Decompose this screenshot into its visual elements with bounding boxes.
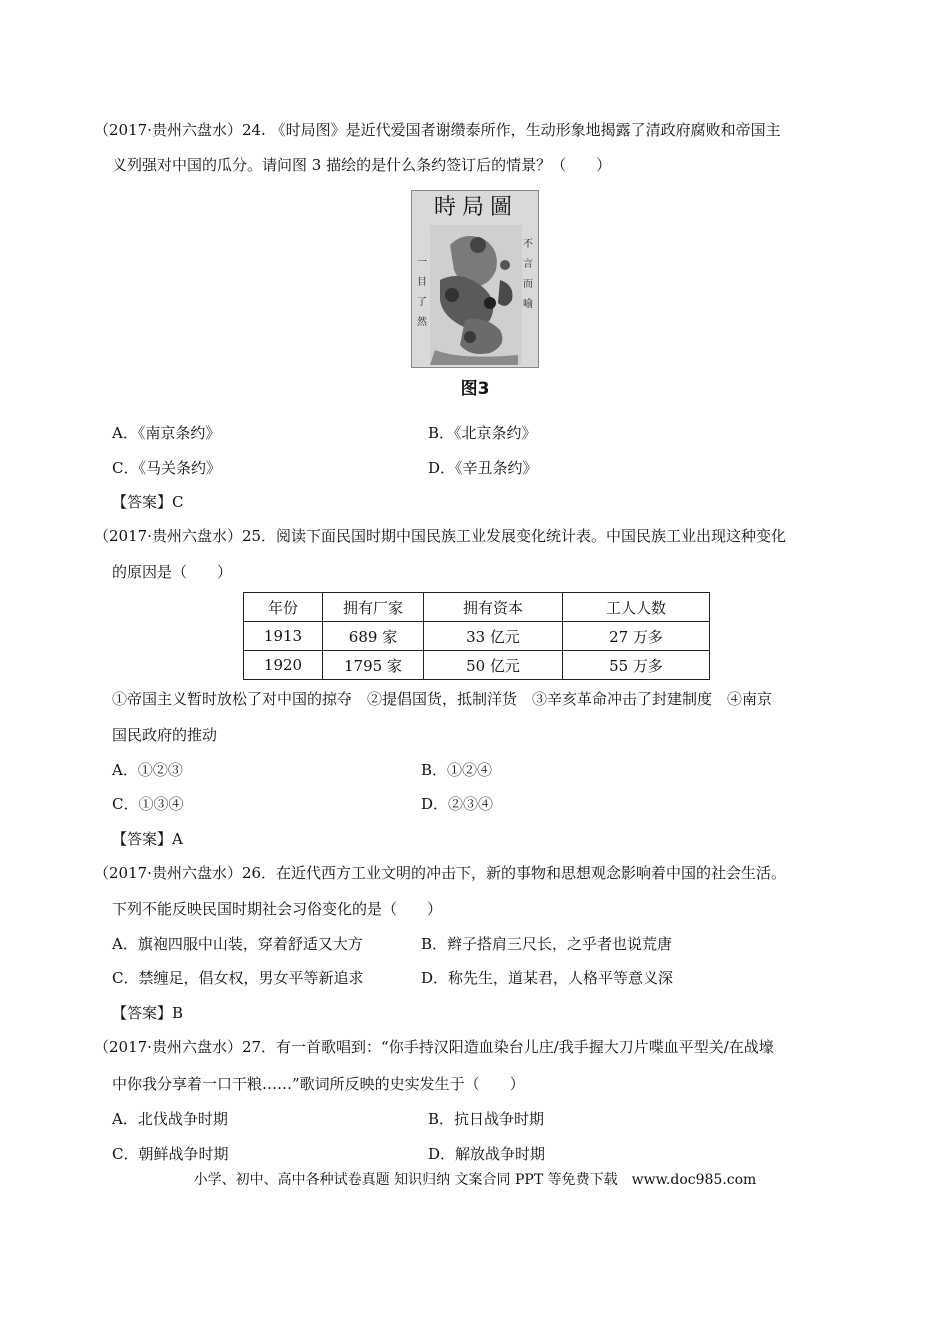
table-cell: 50 亿元	[424, 651, 563, 680]
poster-title: 時局圖	[433, 195, 518, 220]
table-header-row	[244, 593, 710, 622]
q26-option-c[interactable]: C．禁缠足，倡女权，男女平等新追求	[112, 969, 364, 987]
table-header: 工人人数	[563, 593, 710, 622]
table-header: 年份	[244, 593, 323, 622]
poster-left-text: 一 目 了 然	[417, 257, 427, 328]
q26-option-d[interactable]: D．称先生，道某君，人格平等意义深	[421, 969, 674, 987]
q26-text-line2: 下列不能反映民国时期社会习俗变化的是（ ）	[112, 900, 443, 918]
table-cell: 689 家	[323, 622, 424, 651]
figure-caption: 图3	[460, 379, 490, 399]
page-footer: 小学、初中、高中各种试卷真题 知识归纳 文案合同 PPT 等免费下载 www.doc985.com	[193, 1172, 757, 1188]
q24-option-a[interactable]: A．《南京条约》	[112, 424, 221, 442]
q27-option-a[interactable]: A．北伐战争时期	[112, 1110, 228, 1128]
q24-figure	[411, 190, 539, 406]
q27-text-line1: （2017·贵州六盘水）27．有一首歌唱到：“你手持汉阳造血染台儿庄/我手握大刀片喋血平型关/在战壕	[94, 1038, 774, 1056]
q27-option-d[interactable]: D．解放战争时期	[428, 1145, 546, 1163]
q25-answer: 【答案】A	[112, 830, 183, 848]
table-cell: 55 万多	[563, 651, 710, 680]
q27-option-c[interactable]: C．朝鲜战争时期	[112, 1145, 229, 1163]
q27-option-b[interactable]: B．抗日战争时期	[428, 1110, 545, 1128]
q25-text-line1: （2017·贵州六盘水）25．阅读下面民国时期中国民族工业发展变化统计表。中国民族工业出现这种变化	[94, 527, 787, 545]
table-row	[244, 651, 710, 680]
table-cell: 1920	[244, 651, 323, 680]
q24-text-line1: （2017·贵州六盘水）24. 《时局图》是近代爱国者谢缵泰所作，生动形象地揭露了清政府腐败和帝国主	[94, 121, 781, 139]
q24-option-d[interactable]: D．《辛丑条约》	[428, 459, 538, 477]
q24-option-b[interactable]: B．《北京条约》	[428, 424, 537, 442]
table-cell: 33 亿元	[424, 622, 563, 651]
q25-statements-line2: 国民政府的推动	[112, 726, 218, 744]
q24-answer: 【答案】C	[112, 493, 184, 511]
q24-option-c[interactable]: C．《马关条约》	[112, 459, 221, 477]
q25-option-d[interactable]: D．②③④	[421, 795, 494, 813]
q25-option-a[interactable]: A．①②③	[112, 761, 183, 779]
q25-option-c[interactable]: C．①③④	[112, 795, 184, 813]
poster-right-text: 不 言 而 喻	[523, 239, 533, 310]
poster-illustration	[430, 225, 522, 365]
q25-statements-line1: ①帝国主义暂时放松了对中国的掠夺 ②提倡国货，抵制洋货 ③辛亥革命冲击了封建制度 ④南京	[112, 690, 773, 708]
q25-text-line2: 的原因是（ ）	[112, 563, 233, 581]
table-header: 拥有厂家	[323, 593, 424, 622]
q26-text-line1: （2017·贵州六盘水）26．在近代西方工业文明的冲击下，新的事物和思想观念影响着中国的社会生活。	[94, 864, 787, 882]
industry-stats-table	[243, 592, 710, 680]
table-cell: 27 万多	[563, 622, 710, 651]
q25-option-b[interactable]: B．①②④	[421, 761, 493, 779]
table-cell: 1913	[244, 622, 323, 651]
q26-answer: 【答案】B	[112, 1004, 184, 1022]
q26-option-a[interactable]: A．旗袍四服中山装，穿着舒适又大方	[112, 935, 363, 953]
table-row	[244, 622, 710, 651]
table-cell: 1795 家	[323, 651, 424, 680]
table-header: 拥有资本	[424, 593, 563, 622]
q26-option-b[interactable]: B．辫子搭肩三尺长，之乎者也说荒唐	[421, 935, 673, 953]
q24-text-line2: 义列强对中国的瓜分。请问图 3 描绘的是什么条约签订后的情景？（ ）	[112, 156, 612, 174]
shiju-poster-image	[411, 190, 539, 368]
q27-text-line2: 中你我分享着一口干粮……”歌词所反映的史实发生于（ ）	[112, 1075, 525, 1093]
